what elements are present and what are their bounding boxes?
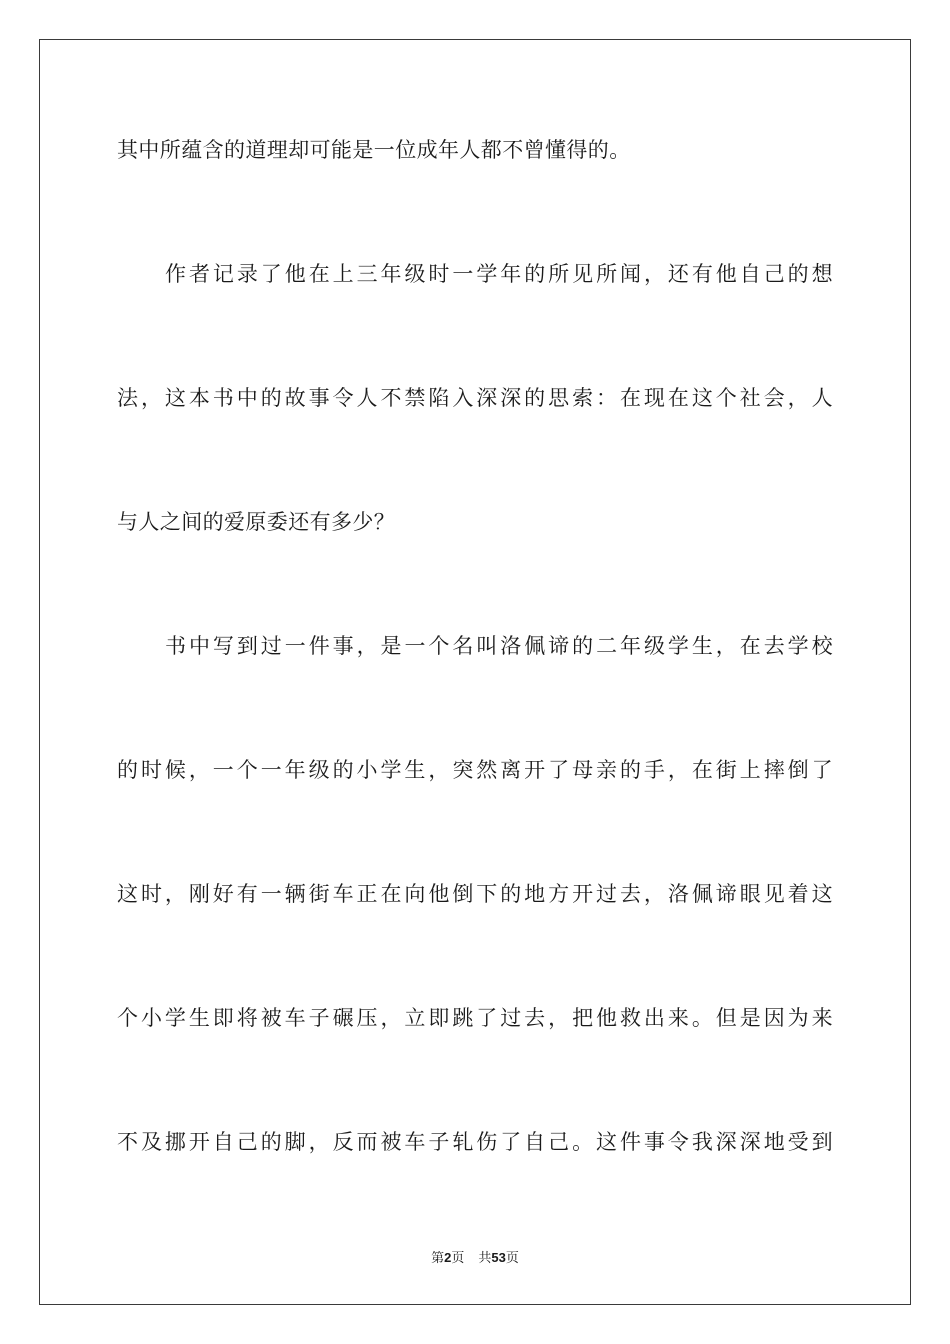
page-frame bbox=[39, 39, 911, 1305]
text-line-1: 其中所蕴含的道理却可能是一位成年人都不曾懂得的。 bbox=[117, 138, 631, 162]
text-line-3: 法，这本书中的故事令人不禁陷入深深的思索：在现在这个社会，人 bbox=[117, 386, 833, 410]
text-line-5: 书中写到过一件事，是一个名叫洛佩谛的二年级学生，在去学校 bbox=[165, 634, 833, 658]
total-suffix: 页 bbox=[505, 1251, 519, 1266]
text-line-7: 这时，刚好有一辆街车正在向他倒下的地方开过去，洛佩谛眼见着这 bbox=[117, 882, 833, 906]
total-prefix: 共 bbox=[478, 1251, 492, 1266]
text-line-8: 个小学生即将被车子碾压，立即跳了过去，把他救出来。但是因为来 bbox=[117, 1006, 833, 1030]
text-line-4: 与人之间的爱原委还有多少？ bbox=[117, 510, 396, 534]
page-suffix: 页 bbox=[451, 1251, 465, 1266]
page-prefix: 第 bbox=[431, 1251, 445, 1266]
text-line-9: 不及挪开自己的脚，反而被车子轧伤了自己。这件事令我深深地受到 bbox=[117, 1130, 833, 1154]
page-footer bbox=[0, 1247, 950, 1266]
text-line-6: 的时候，一个一年级的小学生，突然离开了母亲的手，在街上摔倒了 bbox=[117, 758, 833, 782]
page-number: 2 bbox=[444, 1250, 452, 1265]
total-pages: 53 bbox=[491, 1250, 506, 1265]
text-line-2: 作者记录了他在上三年级时一学年的所见所闻，还有他自己的想 bbox=[165, 262, 833, 286]
